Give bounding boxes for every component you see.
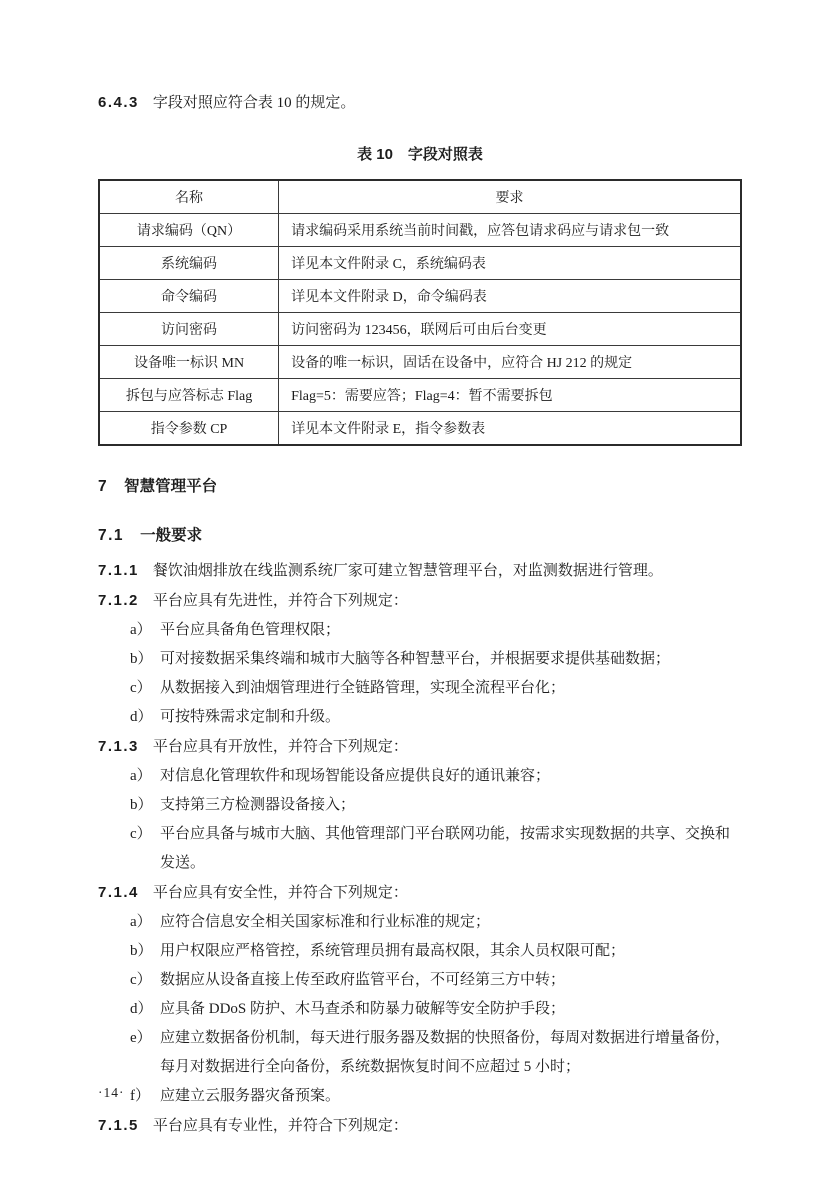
field-req-cell: 设备的唯一标识，固话在设备中，应符合 HJ 212 的规定 bbox=[279, 346, 741, 379]
clause-number: 7.1.3 bbox=[98, 738, 139, 755]
item-text: 应建立数据备份机制，每天进行服务器及数据的快照备份，每周对数据进行增量备份，每月对数据进行全向备份，系统数据恢复时间不应超过 5 小时； bbox=[160, 1030, 731, 1075]
clause-text: 平台应具有开放性，并符合下列规定： bbox=[152, 739, 408, 755]
item-text: 应具备 DDoS 防护、木马查杀和防暴力破解等安全防护手段； bbox=[160, 1001, 566, 1017]
item-text: 支持第三方检测器设备接入； bbox=[160, 797, 356, 813]
item-label: a） bbox=[130, 914, 152, 930]
section-number: 7.1 bbox=[98, 527, 125, 544]
clause-number: 7.1.2 bbox=[98, 592, 139, 609]
item-text: 应符合信息安全相关国家标准和行业标准的规定； bbox=[160, 914, 491, 930]
table-row bbox=[99, 313, 741, 346]
field-name-cell: 设备唯一标识 MN bbox=[99, 346, 279, 379]
list-item bbox=[130, 1024, 742, 1082]
item-label: b） bbox=[130, 943, 153, 959]
item-label: a） bbox=[130, 622, 152, 638]
item-label: d） bbox=[130, 1001, 153, 1017]
field-name-cell: 访问密码 bbox=[99, 313, 279, 346]
item-label: f） bbox=[130, 1088, 150, 1104]
item-text: 用户权限应严格管控，系统管理员拥有最高权限，其余人员权限可配； bbox=[160, 943, 626, 959]
list-item bbox=[130, 937, 742, 966]
list-item bbox=[130, 966, 742, 995]
clause-line bbox=[98, 1111, 742, 1141]
list-item bbox=[130, 674, 742, 703]
clause-number: 6.4.3 bbox=[98, 94, 139, 111]
clause-text: 平台应具有先进性，并符合下列规定： bbox=[152, 593, 408, 609]
field-name-cell: 命令编码 bbox=[99, 280, 279, 313]
field-comparison-table bbox=[98, 179, 742, 446]
item-text: 从数据接入到油烟管理进行全链路管理，实现全流程平台化； bbox=[160, 680, 566, 696]
field-table-head bbox=[99, 180, 741, 214]
field-req-cell: Flag=5：需要应答；Flag=4：暂不需要拆包 bbox=[279, 379, 741, 412]
list-item bbox=[130, 703, 742, 732]
chapter-title: 智慧管理平台 bbox=[124, 478, 218, 495]
item-text: 可对接数据采集终端和城市大脑等各种智慧平台，并根据要求提供基础数据； bbox=[160, 651, 671, 667]
table-header-row bbox=[99, 180, 741, 214]
field-req-cell: 请求编码采用系统当前时间戳，应答包请求码应与请求包一致 bbox=[279, 214, 741, 247]
table-caption: 表 10 字段对照表 bbox=[357, 146, 483, 163]
clause-block bbox=[98, 1111, 742, 1141]
item-label: c） bbox=[130, 972, 152, 988]
clause-text: 平台应具有安全性，并符合下列规定： bbox=[152, 885, 408, 901]
table-row bbox=[99, 346, 741, 379]
clause-line bbox=[98, 878, 742, 908]
clause-items bbox=[98, 762, 742, 878]
list-item bbox=[130, 820, 742, 878]
clause-text: 餐饮油烟排放在线监测系统厂家可建立智慧管理平台，对监测数据进行管理。 bbox=[152, 563, 663, 579]
clause-line bbox=[98, 586, 742, 616]
field-table-body bbox=[99, 214, 741, 446]
field-req-cell: 详见本文件附录 D，命令编码表 bbox=[279, 280, 741, 313]
column-header-name: 名称 bbox=[99, 180, 279, 214]
table-row bbox=[99, 412, 741, 446]
item-label: e） bbox=[130, 1030, 152, 1046]
field-name-cell: 请求编码（QN） bbox=[99, 214, 279, 247]
list-item bbox=[130, 762, 742, 791]
item-text: 可按特殊需求定制和升级。 bbox=[160, 709, 341, 725]
list-item bbox=[130, 616, 742, 645]
field-name-cell: 系统编码 bbox=[99, 247, 279, 280]
table-row bbox=[99, 379, 741, 412]
item-text: 平台应具备与城市大脑、其他管理部门平台联网功能，按需求实现数据的共享、交换和发送。 bbox=[160, 826, 731, 871]
field-req-cell: 访问密码为 123456，联网后可由后台变更 bbox=[279, 313, 741, 346]
item-text: 对信息化管理软件和现场智能设备应提供良好的通讯兼容； bbox=[160, 768, 551, 784]
item-label: a） bbox=[130, 768, 152, 784]
clause-block bbox=[98, 732, 742, 878]
field-req-cell: 详见本文件附录 E，指令参数表 bbox=[279, 412, 741, 446]
item-text: 平台应具备角色管理权限； bbox=[160, 622, 341, 638]
clause-6-4-3 bbox=[98, 88, 742, 118]
chapter-number: 7 bbox=[98, 478, 109, 495]
clause-items bbox=[98, 616, 742, 732]
clause-line bbox=[98, 732, 742, 762]
page-number: ·14· bbox=[98, 1085, 125, 1100]
field-name-cell: 指令参数 CP bbox=[99, 412, 279, 446]
item-label: c） bbox=[130, 826, 152, 842]
item-text: 应建立云服务器灾备预案。 bbox=[160, 1088, 341, 1104]
list-item bbox=[130, 791, 742, 820]
clause-text: 字段对照应符合表 10 的规定。 bbox=[152, 95, 356, 111]
field-req-cell: 详见本文件附录 C，系统编码表 bbox=[279, 247, 741, 280]
list-item bbox=[130, 1082, 742, 1111]
field-name-cell: 拆包与应答标志 Flag bbox=[99, 379, 279, 412]
clause-block bbox=[98, 556, 742, 586]
column-header-requirement: 要求 bbox=[279, 180, 741, 214]
table-row bbox=[99, 247, 741, 280]
clause-number: 7.1.4 bbox=[98, 884, 139, 901]
clause-line bbox=[98, 556, 742, 586]
section-7-1-heading bbox=[98, 525, 742, 547]
clause-text: 平台应具有专业性，并符合下列规定： bbox=[152, 1118, 408, 1134]
item-text: 数据应从设备直接上传至政府监管平台，不可经第三方中转； bbox=[160, 972, 566, 988]
table-row bbox=[99, 280, 741, 313]
list-item bbox=[130, 645, 742, 674]
item-label: c） bbox=[130, 680, 152, 696]
item-label: b） bbox=[130, 651, 153, 667]
table-row bbox=[99, 214, 741, 247]
item-label: d） bbox=[130, 709, 153, 725]
list-item bbox=[130, 908, 742, 937]
chapter-7-heading bbox=[98, 476, 742, 498]
clause-items bbox=[98, 908, 742, 1111]
clauses bbox=[98, 556, 742, 1141]
list-item bbox=[130, 995, 742, 1024]
clause-block bbox=[98, 878, 742, 1111]
clause-block bbox=[98, 586, 742, 732]
item-label: b） bbox=[130, 797, 153, 813]
section-title: 一般要求 bbox=[140, 527, 203, 544]
clause-number: 7.1.5 bbox=[98, 1117, 139, 1134]
clause-number: 7.1.1 bbox=[98, 562, 139, 579]
